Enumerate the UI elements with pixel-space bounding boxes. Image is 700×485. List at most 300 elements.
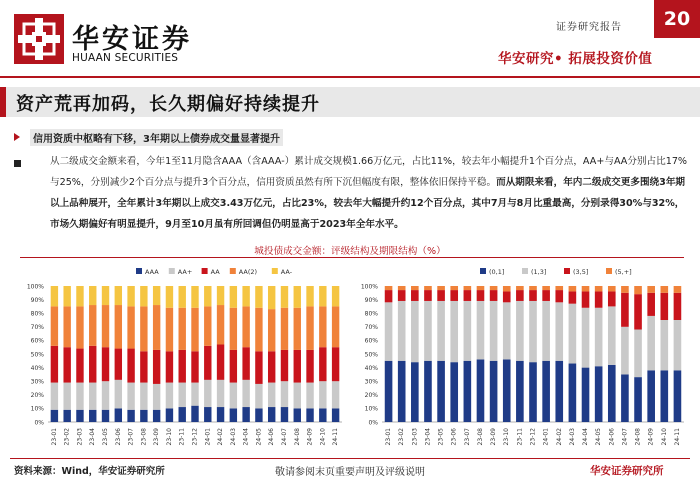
- bar-segment: [332, 408, 339, 422]
- bar-segment: [306, 383, 313, 409]
- bar-segment: [127, 349, 134, 383]
- x-tick-label: 24-07: [280, 428, 288, 446]
- y-tick-label: 70%: [30, 324, 44, 332]
- x-tick-label: 23-01: [385, 428, 393, 446]
- bar-segment: [306, 306, 313, 350]
- bar-segment: [674, 286, 682, 293]
- bar-segment: [477, 286, 485, 290]
- bar-segment: [634, 330, 642, 378]
- brand-name-cn: 华安证券: [72, 24, 192, 55]
- bar-segment: [140, 306, 147, 351]
- bar-segment: [516, 290, 524, 301]
- bar-segment: [115, 305, 122, 349]
- bar-segment: [437, 290, 445, 301]
- bar-segment: [424, 301, 432, 361]
- legend-swatch: [230, 268, 236, 274]
- bar-segment: [294, 308, 301, 350]
- bar-segment: [294, 350, 301, 383]
- bar-segment: [127, 286, 134, 306]
- bar-segment: [516, 361, 524, 422]
- y-tick-label: 0%: [368, 419, 378, 427]
- legend-swatch: [564, 268, 570, 274]
- bar-segment: [647, 370, 655, 422]
- x-tick-label: 23-03: [411, 428, 419, 446]
- bar-segment: [398, 301, 406, 361]
- x-tick-label: 23-09: [490, 428, 498, 446]
- x-tick-label: 24-05: [255, 428, 263, 446]
- y-tick-label: 40%: [364, 364, 378, 372]
- paragraph-text: 从二级成交金额来看，今年1至11月隐含AAA（含AAA-）累计成交规模1.66万亿元，占比11%，较去年小幅提升1个百分点，AA+与AA分别占比17%与25%，分别减少2个百分点与提升3个百分点，信用资质虽然有所下沉但幅度有限，整体依旧保持平稳。: [50, 156, 688, 188]
- x-tick-label: 24-08: [634, 428, 642, 446]
- bar-segment: [555, 361, 563, 422]
- bar-segment: [569, 304, 577, 364]
- legend-label: AA+: [177, 268, 193, 276]
- legend-item: [480, 268, 504, 276]
- x-tick-label: 24-04: [582, 428, 590, 446]
- legend-swatch: [480, 268, 486, 274]
- bar-segment: [242, 407, 249, 422]
- bar-segment: [319, 347, 326, 381]
- bar-segment: [191, 383, 198, 406]
- bar-segment: [450, 301, 458, 362]
- bar-segment: [674, 293, 682, 320]
- bar-segment: [102, 381, 109, 410]
- header-divider: [0, 76, 700, 78]
- x-tick-label: 23-07: [127, 428, 135, 446]
- bar-segment: [230, 383, 237, 409]
- bar-segment: [542, 361, 550, 422]
- bar-segment: [204, 407, 211, 422]
- x-tick-label: 23-08: [140, 428, 148, 446]
- y-tick-label: 40%: [30, 364, 44, 372]
- x-tick-label: 24-10: [660, 428, 668, 446]
- bar-segment: [255, 408, 262, 422]
- bar-segment: [490, 286, 498, 290]
- bar-segment: [647, 293, 655, 316]
- bar-segment: [294, 408, 301, 422]
- bar-segment: [398, 286, 406, 290]
- legend-label: AA-: [280, 268, 293, 276]
- bar-segment: [230, 286, 237, 308]
- chart-title-divider: [20, 257, 684, 258]
- page-number: 20: [654, 0, 700, 38]
- bar-segment: [166, 383, 173, 409]
- bar-segment: [281, 308, 288, 350]
- x-tick-label: 24-06: [608, 428, 616, 446]
- bar-segment: [281, 286, 288, 308]
- bar-segment: [51, 286, 58, 306]
- bar-segment: [398, 361, 406, 422]
- bar-segment: [424, 286, 432, 290]
- disclaimer-link[interactable]: 敬请参阅末页重要声明及评级说明: [275, 467, 425, 478]
- paragraph-bold-text: 而从期限来看，年内二级成交更多围绕3年期以上品种展开，全年累计3年期以上成交3.43万亿元，占比23%，较去年大幅提升约12个百分点，其中7月与8月比重最高，分别录得30%与32%，市场久期偏好有明显提升，9月至10月虽有所回调但仍明显高于2023年全年水平。: [50, 177, 686, 230]
- x-tick-label: 24-02: [555, 428, 563, 446]
- legend-item: [202, 268, 221, 276]
- footer-brand: 华安证券研究所: [590, 465, 664, 477]
- bar-segment: [230, 308, 237, 350]
- bar-segment: [191, 351, 198, 382]
- title-accent-bar: [0, 87, 6, 117]
- bar-segment: [115, 286, 122, 305]
- bar-segment: [608, 291, 616, 306]
- bar-segment: [127, 306, 134, 348]
- legend-item: [169, 268, 193, 276]
- x-tick-label: 23-02: [63, 428, 71, 446]
- bar-segment: [503, 286, 511, 291]
- bar-segment: [464, 290, 472, 301]
- bar-segment: [516, 301, 524, 361]
- bar-segment: [242, 380, 249, 407]
- bar-segment: [217, 407, 224, 422]
- bar-segment: [621, 293, 629, 327]
- x-tick-label: 23-06: [114, 428, 122, 446]
- report-type-label: 证券研究报告: [556, 22, 622, 33]
- y-tick-label: 90%: [30, 296, 44, 304]
- bar-segment: [424, 290, 432, 301]
- bar-segment: [76, 306, 83, 348]
- bar-segment: [319, 381, 326, 408]
- bar-segment: [166, 351, 173, 382]
- bar-segment: [63, 383, 70, 410]
- bar-segment: [411, 290, 419, 301]
- bar-segment: [398, 290, 406, 301]
- bar-segment: [76, 383, 83, 410]
- y-tick-label: 80%: [30, 310, 44, 318]
- x-tick-label: 23-11: [178, 428, 186, 446]
- bar-segment: [582, 368, 590, 422]
- key-point-heading: 信用资质中枢略有下移，3年期以上债券成交量显著提升: [30, 129, 283, 146]
- bar-segment: [191, 308, 198, 352]
- bar-segment: [153, 305, 160, 350]
- bar-segment: [63, 410, 70, 422]
- bar-segment: [268, 309, 275, 351]
- arrow-bullet-icon: [14, 133, 20, 141]
- chart-section-title: 城投债成交金额：评级结构及期限结构（%）: [254, 246, 446, 257]
- bar-segment: [477, 301, 485, 359]
- x-tick-label: 23-05: [437, 428, 445, 446]
- bar-segment: [674, 320, 682, 370]
- legend-swatch: [522, 268, 528, 274]
- bar-segment: [153, 384, 160, 410]
- legend-item: [606, 268, 632, 276]
- bar-segment: [294, 383, 301, 409]
- bar-segment: [217, 380, 224, 407]
- bar-segment: [555, 286, 563, 290]
- square-bullet-icon: [14, 160, 21, 167]
- bar-segment: [140, 383, 147, 410]
- bar-segment: [503, 359, 511, 422]
- analysis-paragraph: [50, 151, 688, 235]
- legend-label: (0,1]: [489, 268, 505, 276]
- bar-segment: [450, 290, 458, 301]
- legend-swatch: [202, 268, 208, 274]
- bar-segment: [268, 351, 275, 382]
- bar-segment: [660, 370, 668, 422]
- bar-segment: [450, 362, 458, 422]
- bar-segment: [477, 290, 485, 301]
- bar-segment: [319, 286, 326, 306]
- x-tick-label: 24-05: [595, 428, 603, 446]
- bar-segment: [490, 301, 498, 361]
- bar-segment: [411, 286, 419, 290]
- x-tick-label: 24-04: [242, 428, 250, 446]
- bar-segment: [204, 306, 211, 345]
- bar-segment: [437, 301, 445, 361]
- bar-segment: [281, 350, 288, 381]
- bar-segment: [464, 301, 472, 361]
- y-tick-label: 50%: [364, 351, 378, 359]
- bar-segment: [608, 365, 616, 422]
- x-tick-label: 23-06: [450, 428, 458, 446]
- bar-segment: [490, 290, 498, 301]
- rating-structure-chart: [18, 262, 348, 456]
- bar-segment: [582, 286, 590, 291]
- bar-segment: [102, 286, 109, 305]
- x-tick-label: 24-07: [621, 428, 629, 446]
- bar-segment: [569, 291, 577, 303]
- legend-label: (3,5]: [573, 268, 589, 276]
- x-tick-label: 24-06: [268, 428, 276, 446]
- bar-segment: [255, 384, 262, 408]
- bar-segment: [76, 410, 83, 422]
- bar-segment: [477, 359, 485, 422]
- y-tick-label: 50%: [30, 351, 44, 359]
- x-tick-label: 24-01: [204, 428, 212, 446]
- bar-segment: [89, 383, 96, 410]
- x-tick-label: 23-03: [76, 428, 84, 446]
- bar-segment: [294, 286, 301, 308]
- bar-segment: [595, 291, 603, 307]
- legend-label: (5,+]: [615, 268, 632, 276]
- bar-segment: [332, 347, 339, 381]
- bar-segment: [76, 286, 83, 306]
- bar-segment: [503, 302, 511, 359]
- bar-segment: [569, 286, 577, 291]
- bar-segment: [115, 349, 122, 380]
- bar-segment: [166, 408, 173, 422]
- bar-segment: [102, 347, 109, 381]
- bar-segment: [490, 361, 498, 422]
- y-tick-label: 60%: [364, 337, 378, 345]
- bar-segment: [268, 407, 275, 422]
- x-tick-label: 24-09: [647, 428, 655, 446]
- bar-segment: [89, 410, 96, 422]
- bar-segment: [647, 316, 655, 370]
- bar-segment: [542, 290, 550, 301]
- x-tick-label: 23-04: [89, 428, 97, 446]
- y-tick-label: 30%: [30, 378, 44, 386]
- legend-label: (1,3]: [531, 268, 547, 276]
- bar-segment: [529, 286, 537, 290]
- x-tick-label: 24-03: [568, 428, 576, 446]
- y-tick-label: 70%: [364, 324, 378, 332]
- x-tick-label: 24-11: [673, 428, 681, 446]
- bar-segment: [242, 306, 249, 347]
- x-tick-label: 24-01: [542, 428, 550, 446]
- legend-item: [522, 268, 546, 276]
- x-tick-label: 23-08: [476, 428, 484, 446]
- bar-segment: [319, 306, 326, 347]
- bar-segment: [179, 308, 186, 350]
- bar-segment: [191, 286, 198, 308]
- bar-segment: [319, 408, 326, 422]
- x-tick-label: 24-09: [306, 428, 314, 446]
- bar-segment: [166, 286, 173, 308]
- bar-segment: [516, 286, 524, 290]
- legend-swatch: [272, 268, 278, 274]
- y-tick-label: 90%: [364, 296, 378, 304]
- bar-segment: [153, 350, 160, 384]
- bar-segment: [621, 286, 629, 293]
- bar-segment: [647, 286, 655, 293]
- x-tick-label: 24-10: [319, 428, 327, 446]
- bar-segment: [385, 302, 393, 360]
- bar-segment: [63, 347, 70, 382]
- tenor-structure-chart: [352, 262, 690, 456]
- bar-segment: [529, 301, 537, 362]
- legend-item: [564, 268, 588, 276]
- x-tick-label: 23-02: [398, 428, 406, 446]
- bar-segment: [63, 306, 70, 347]
- bar-segment: [385, 290, 393, 302]
- bar-segment: [51, 410, 58, 422]
- bar-segment: [268, 383, 275, 407]
- bar-segment: [217, 305, 224, 344]
- bar-segment: [634, 286, 642, 294]
- bar-segment: [51, 383, 58, 410]
- bar-segment: [595, 366, 603, 422]
- x-tick-label: 24-11: [332, 428, 340, 446]
- bar-segment: [424, 361, 432, 422]
- bar-segment: [102, 410, 109, 422]
- bar-segment: [255, 308, 262, 352]
- x-tick-label: 23-10: [503, 428, 511, 446]
- y-tick-label: 80%: [364, 310, 378, 318]
- y-tick-label: 0%: [34, 419, 44, 427]
- bar-segment: [179, 286, 186, 308]
- bar-segment: [140, 351, 147, 382]
- bar-segment: [437, 286, 445, 290]
- x-tick-label: 24-03: [229, 428, 237, 446]
- legend-item: [272, 268, 293, 276]
- bar-segment: [166, 308, 173, 352]
- bar-segment: [89, 346, 96, 383]
- bar-segment: [332, 381, 339, 408]
- bar-segment: [660, 286, 668, 293]
- bar-segment: [660, 320, 668, 370]
- legend-swatch: [136, 268, 142, 274]
- bar-segment: [437, 361, 445, 422]
- bar-segment: [281, 381, 288, 407]
- y-tick-label: 60%: [30, 337, 44, 345]
- bar-segment: [529, 362, 537, 422]
- bar-segment: [115, 380, 122, 409]
- bar-segment: [140, 286, 147, 306]
- bar-segment: [332, 286, 339, 306]
- legend-label: AAA: [145, 268, 159, 276]
- bar-segment: [230, 350, 237, 383]
- x-tick-label: 24-02: [217, 428, 225, 446]
- bar-segment: [660, 293, 668, 320]
- bar-segment: [51, 306, 58, 345]
- bar-segment: [255, 286, 262, 308]
- bar-segment: [503, 291, 511, 302]
- x-tick-label: 23-05: [102, 428, 110, 446]
- bar-segment: [268, 286, 275, 309]
- bar-segment: [230, 408, 237, 422]
- bar-segment: [621, 327, 629, 375]
- bar-segment: [385, 361, 393, 422]
- legend-item: [136, 268, 159, 276]
- bar-segment: [411, 301, 419, 362]
- x-tick-label: 23-09: [153, 428, 161, 446]
- legend-label: AA: [210, 268, 220, 276]
- bar-segment: [529, 290, 537, 301]
- bar-segment: [102, 305, 109, 347]
- bar-segment: [217, 286, 224, 305]
- bar-segment: [63, 286, 70, 306]
- bar-segment: [555, 302, 563, 360]
- bar-segment: [140, 410, 147, 422]
- footer-divider: [10, 458, 690, 459]
- bar-segment: [242, 347, 249, 380]
- x-tick-label: 23-12: [191, 428, 199, 446]
- bar-segment: [464, 286, 472, 290]
- legend-item: [230, 268, 257, 276]
- y-tick-label: 100%: [26, 283, 44, 291]
- data-source: 资料来源：Wind，华安证券研究所: [14, 466, 165, 477]
- bar-segment: [450, 286, 458, 290]
- y-tick-label: 20%: [364, 392, 378, 400]
- x-tick-label: 24-08: [293, 428, 301, 446]
- bar-segment: [464, 361, 472, 422]
- bar-segment: [127, 383, 134, 410]
- bar-segment: [127, 410, 134, 422]
- bar-segment: [608, 306, 616, 364]
- legend-label: AA(2): [238, 268, 258, 276]
- bar-segment: [306, 350, 313, 383]
- x-tick-label: 23-04: [424, 428, 432, 446]
- bar-segment: [191, 406, 198, 422]
- bar-segment: [204, 346, 211, 380]
- x-tick-label: 23-07: [463, 428, 471, 446]
- bar-segment: [306, 408, 313, 422]
- bar-segment: [674, 370, 682, 422]
- bar-segment: [569, 364, 577, 422]
- y-tick-label: 10%: [30, 405, 44, 413]
- bar-segment: [634, 377, 642, 422]
- bar-segment: [51, 346, 58, 383]
- bar-segment: [306, 286, 313, 306]
- y-tick-label: 30%: [364, 378, 378, 386]
- y-tick-label: 20%: [30, 392, 44, 400]
- bar-segment: [555, 290, 563, 302]
- bar-segment: [542, 301, 550, 361]
- bar-segment: [179, 407, 186, 422]
- x-tick-label: 23-11: [516, 428, 524, 446]
- y-tick-label: 100%: [360, 283, 378, 291]
- brand-name-en: HUAAN SECURITIES: [72, 52, 179, 64]
- bar-segment: [385, 286, 393, 290]
- x-tick-label: 23-01: [50, 428, 58, 446]
- bar-segment: [179, 350, 186, 383]
- bar-segment: [76, 349, 83, 383]
- bar-segment: [582, 291, 590, 307]
- legend-swatch: [606, 268, 612, 274]
- legend-swatch: [169, 268, 175, 274]
- bar-segment: [255, 351, 262, 384]
- bar-segment: [608, 286, 616, 291]
